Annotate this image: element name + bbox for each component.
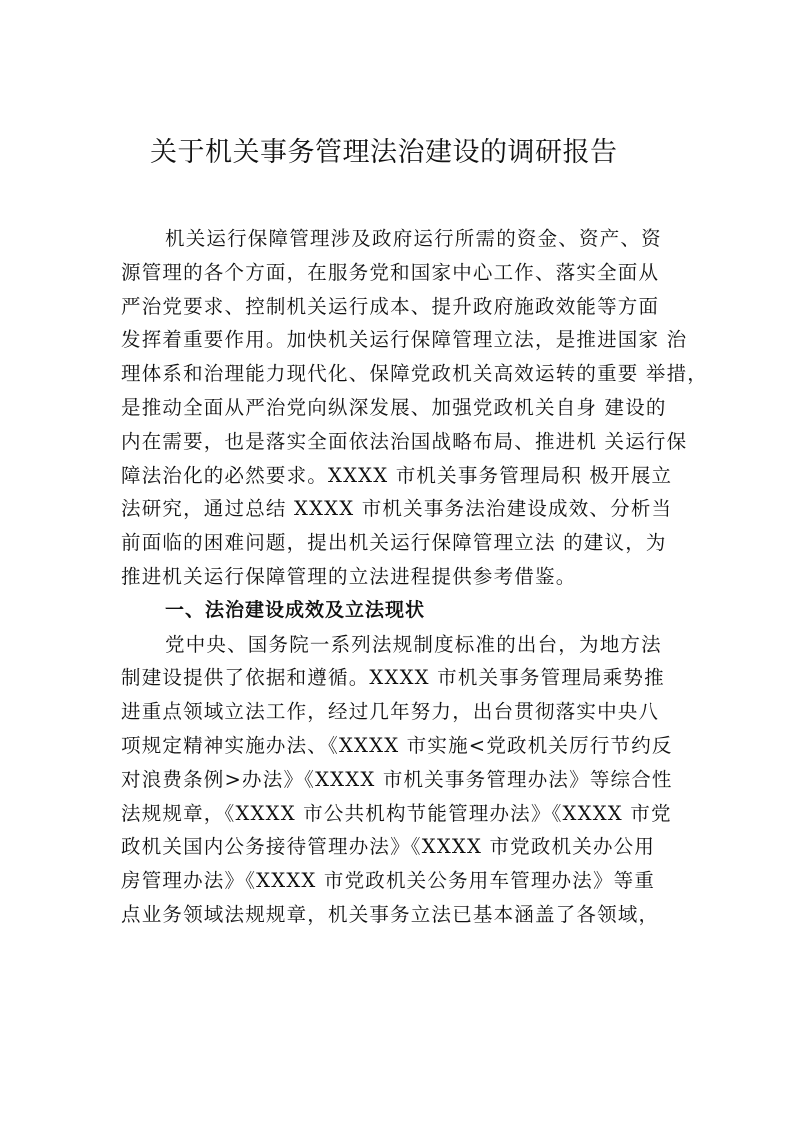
paragraph-line: 制建设提供了依据和遵循。XXXX 市机关事务管理局乘势推 (121, 666, 665, 690)
paragraph-line: 严治党要求、控制机关运行成本、提升政府施政效能等方面 (121, 294, 660, 318)
document-body (121, 222, 711, 932)
paragraph-line: 点业务领域法规规章，机关事务立法已基本涵盖了各领域， (121, 902, 660, 926)
document-title: 关于机关事务管理法治建设的调研报告 (150, 137, 618, 168)
paragraph-line: 理体系和治理能力现代化、保障党政机关高效运转的重要 举措， (121, 362, 708, 386)
section-heading: 一、法治建设成效及立法现状 (165, 598, 426, 621)
paragraph-line: 项规定精神实施办法、《XXXX 市实施<党政机关厉行节约反 (121, 733, 673, 757)
paragraph-line: 法规规章，《XXXX 市公共机构节能管理办法》《XXXX 市党 (121, 801, 672, 825)
paragraph-line: 法研究，通过总结 XXXX 市机关事务法治建设成效、分析当 (121, 497, 673, 521)
paragraph-line: 源管理的各个方面，在服务党和国家中心工作、落实全面从 (121, 260, 660, 284)
paragraph-line: 进重点领域立法工作，经过几年努力，出台贯彻落实中央八 (121, 700, 660, 724)
paragraph-line: 发挥着重要作用。加快机关运行保障管理立法，是推进国家 治 (121, 328, 688, 352)
paragraph-line: 政机关国内公务接待管理办法》《XXXX 市党政机关办公用 (121, 835, 656, 859)
paragraph-line: 推进机关运行保障管理的立法进程提供参考借鉴。 (121, 564, 577, 588)
paragraph-line: 前面临的困难问题，提出机关运行保障管理立法 的建议，为 (121, 531, 667, 555)
paragraph-line: 障法治化的必然要求。XXXX 市机关事务管理局积 极开展立 (121, 463, 673, 487)
paragraph-line: 房管理办法》《XXXX 市党政机关公务用车管理办法》等重 (121, 869, 656, 893)
paragraph-line: 对浪费条例>办法》《XXXX 市机关事务管理办法》等综合性 (121, 767, 673, 791)
paragraph-line: 内在需要，也是落实全面依法治国战略布局、推进机 关运行保 (121, 429, 688, 453)
paragraph-line: 机关运行保障管理涉及政府运行所需的资金、资产、资 (165, 227, 662, 250)
paragraph-line: 是推动全面从严治党向纵深发展、加强党政机关自身 建设的 (121, 395, 667, 419)
paragraph-line: 党中央、国务院一系列法规制度标准的出台，为地方法 (165, 632, 662, 656)
